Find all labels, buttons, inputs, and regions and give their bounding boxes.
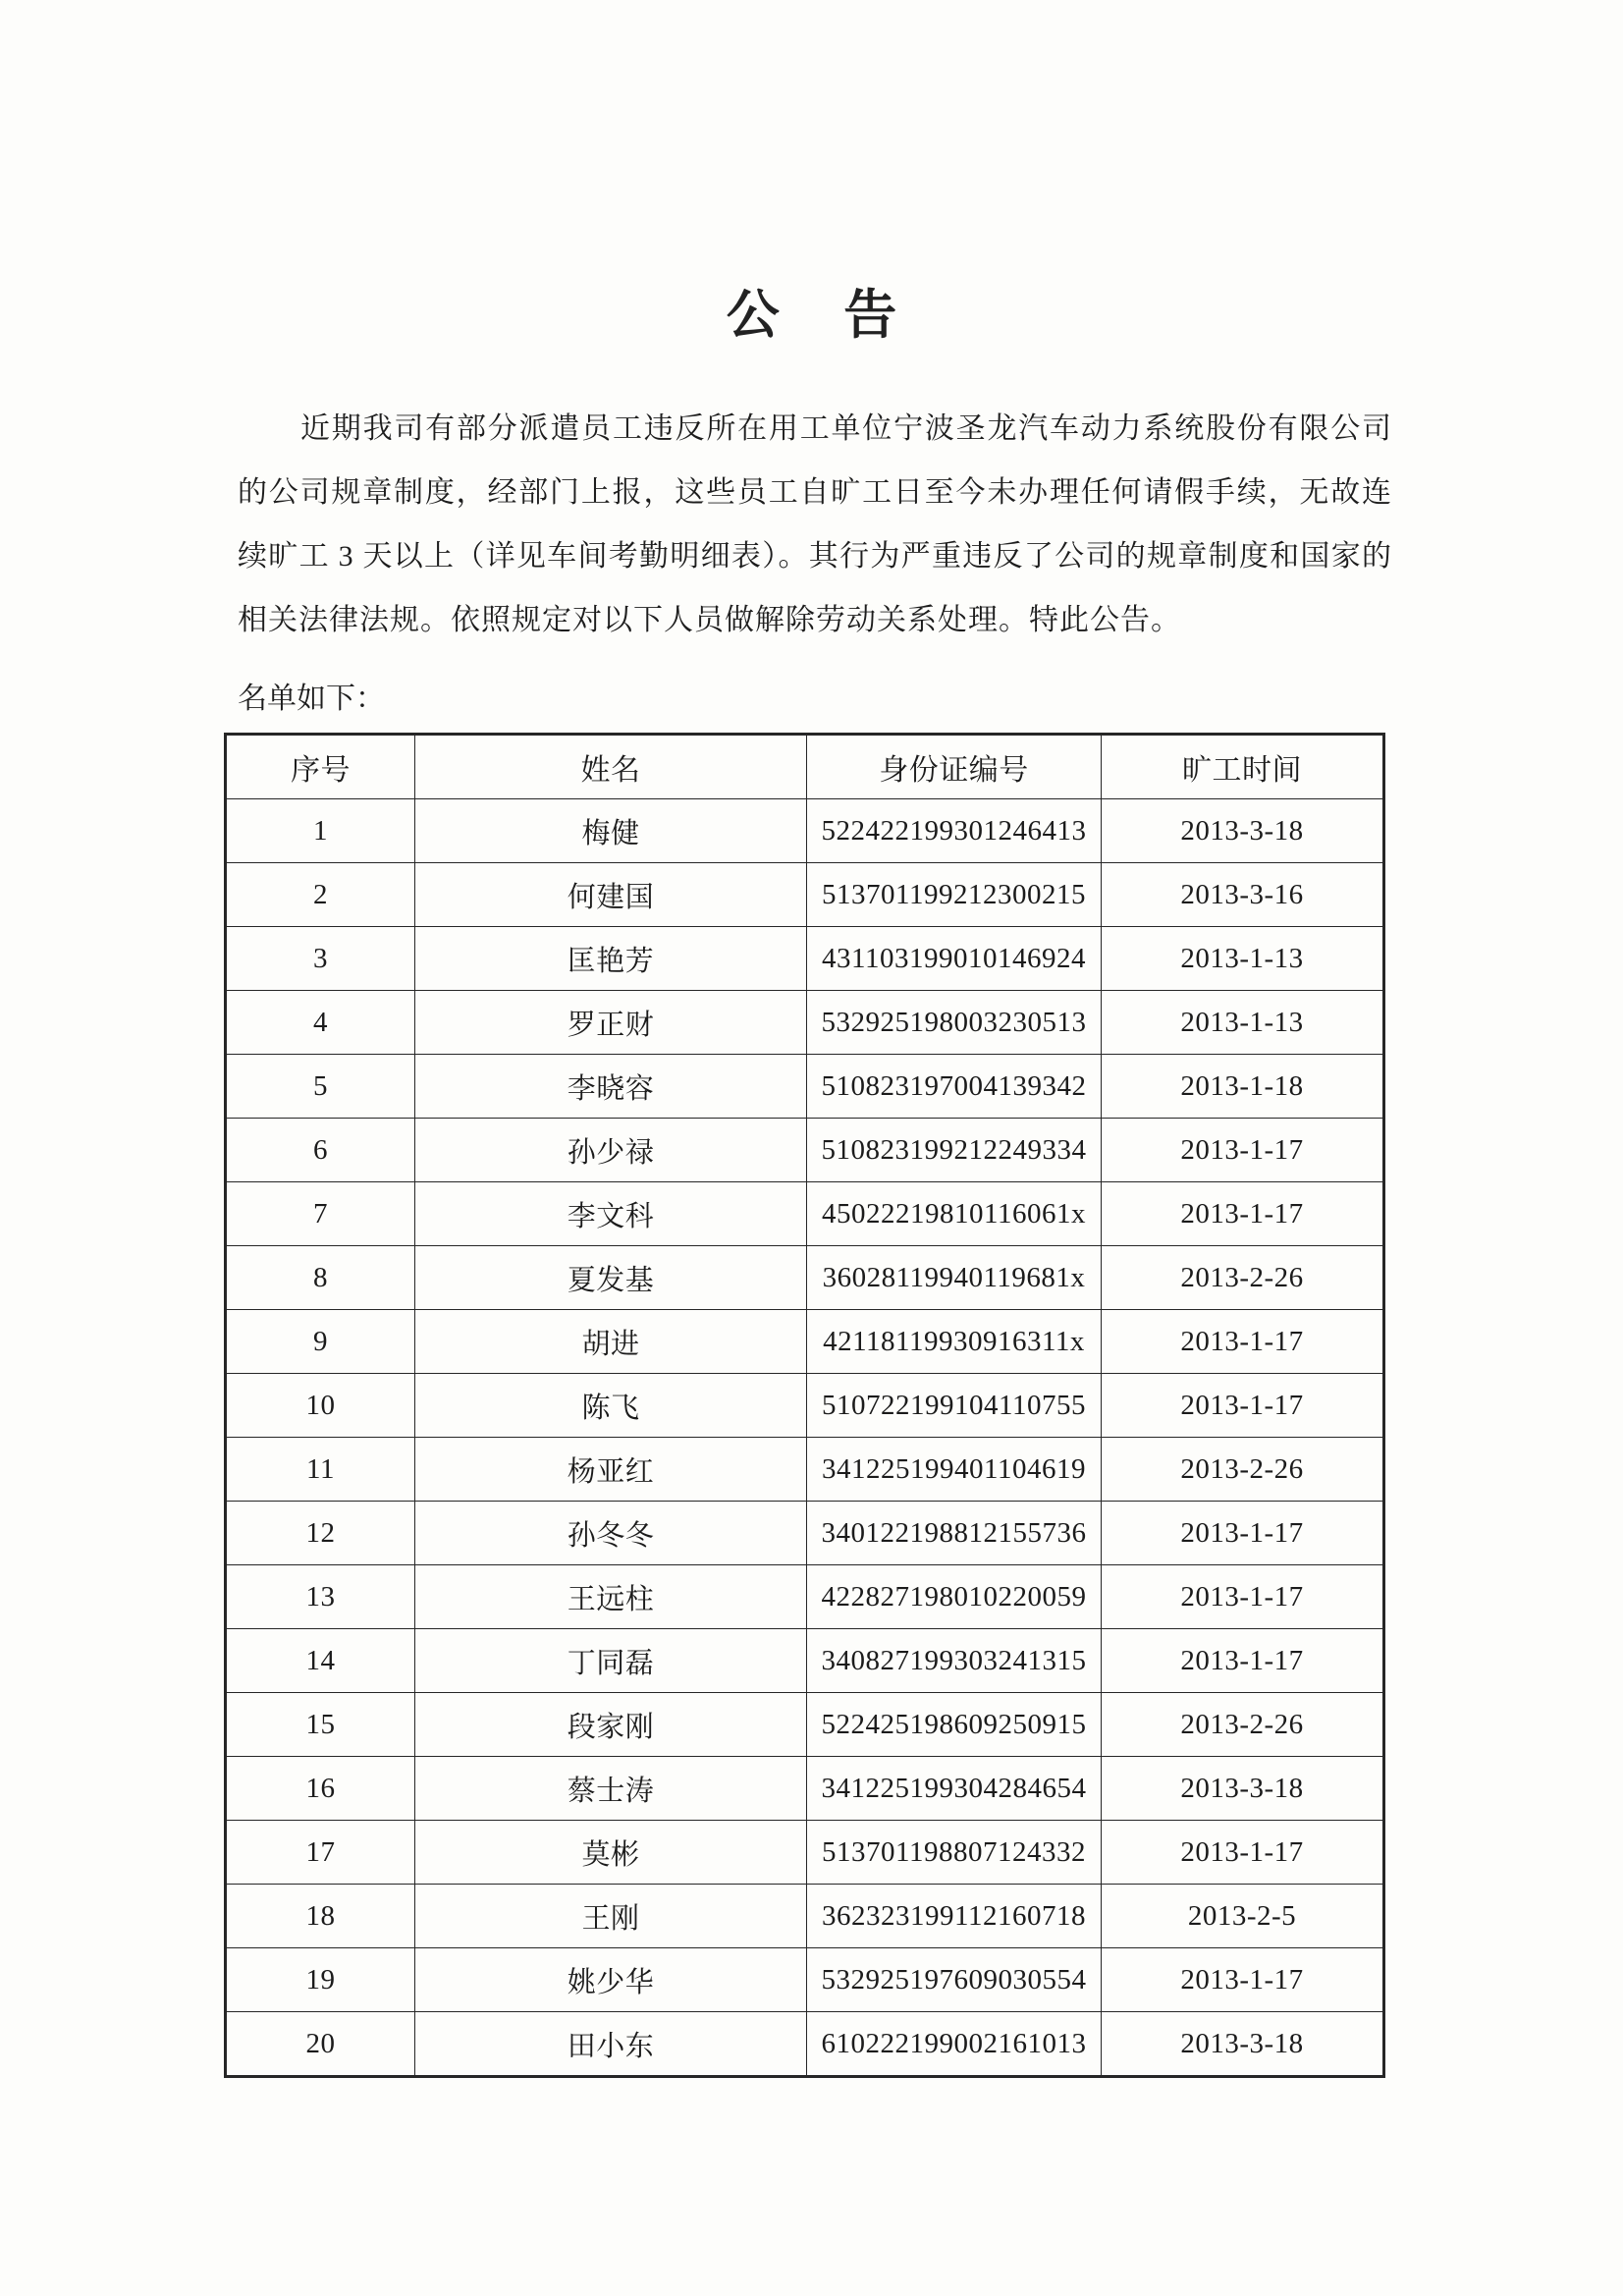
row-number-cell: 13 [226, 1565, 415, 1629]
table-header-row [226, 735, 1384, 799]
id-number-cell: 362323199112160718 [807, 1885, 1102, 1948]
absence-date-cell: 2013-3-16 [1102, 863, 1384, 927]
employee-name-cell: 陈飞 [415, 1374, 807, 1438]
table-row [226, 1885, 1384, 1948]
absence-date-cell: 2013-1-18 [1102, 1055, 1384, 1119]
id-number-cell: 42118119930916311x [807, 1310, 1102, 1374]
row-number-cell: 18 [226, 1885, 415, 1948]
employee-name-cell: 夏发基 [415, 1246, 807, 1310]
row-number-cell: 9 [226, 1310, 415, 1374]
absence-date-cell: 2013-2-26 [1102, 1693, 1384, 1757]
table-row [226, 1438, 1384, 1502]
table-row [226, 991, 1384, 1055]
id-number-cell: 510722199104110755 [807, 1374, 1102, 1438]
employee-name-cell: 何建国 [415, 863, 807, 927]
id-number-cell: 522425198609250915 [807, 1693, 1102, 1757]
table-row [226, 1310, 1384, 1374]
id-number-cell: 532925198003230513 [807, 991, 1102, 1055]
table-row [226, 1502, 1384, 1565]
row-number-cell: 4 [226, 991, 415, 1055]
row-number-cell: 3 [226, 927, 415, 991]
employee-name-cell: 匡艳芳 [415, 927, 807, 991]
table-row [226, 927, 1384, 991]
row-number-cell: 15 [226, 1693, 415, 1757]
id-number-cell: 36028119940119681x [807, 1246, 1102, 1310]
table-row [226, 1565, 1384, 1629]
employee-name-cell: 王远柱 [415, 1565, 807, 1629]
id-number-cell: 341225199401104619 [807, 1438, 1102, 1502]
employee-name-cell: 姚少华 [415, 1948, 807, 2012]
employee-name-cell: 段家刚 [415, 1693, 807, 1757]
page-title: 公 告 [726, 286, 923, 345]
dismissal-roster-table [224, 733, 1385, 2078]
id-number-cell: 532925197609030554 [807, 1948, 1102, 2012]
absence-date-cell: 2013-3-18 [1102, 2012, 1384, 2077]
employee-name-cell: 孙少禄 [415, 1119, 807, 1182]
absence-date-cell: 2013-1-17 [1102, 1948, 1384, 2012]
id-number-cell: 522422199301246413 [807, 799, 1102, 863]
employee-name-cell: 孙冬冬 [415, 1502, 807, 1565]
row-number-cell: 11 [226, 1438, 415, 1502]
row-number-cell: 17 [226, 1821, 415, 1885]
column-header-absence: 旷工时间 [1102, 735, 1384, 799]
row-number-cell: 5 [226, 1055, 415, 1119]
row-number-cell: 1 [226, 799, 415, 863]
id-number-cell: 510823199212249334 [807, 1119, 1102, 1182]
absence-date-cell: 2013-1-13 [1102, 991, 1384, 1055]
absence-date-cell: 2013-1-17 [1102, 1119, 1384, 1182]
list-intro-label: 名单如下： [238, 683, 385, 715]
row-number-cell: 12 [226, 1502, 415, 1565]
absence-date-cell: 2013-1-17 [1102, 1310, 1384, 1374]
table-row [226, 863, 1384, 927]
table-row [226, 1374, 1384, 1438]
row-number-cell: 19 [226, 1948, 415, 2012]
employee-name-cell: 罗正财 [415, 991, 807, 1055]
row-number-cell: 2 [226, 863, 415, 927]
absence-date-cell: 2013-1-17 [1102, 1629, 1384, 1693]
table-row [226, 1629, 1384, 1693]
employee-name-cell: 李文科 [415, 1182, 807, 1246]
employee-name-cell: 莫彬 [415, 1821, 807, 1885]
absence-date-cell: 2013-3-18 [1102, 799, 1384, 863]
absence-date-cell: 2013-1-17 [1102, 1502, 1384, 1565]
id-number-cell: 45022219810116061x [807, 1182, 1102, 1246]
table-row [226, 1246, 1384, 1310]
absence-date-cell: 2013-3-18 [1102, 1757, 1384, 1821]
table-row [226, 1757, 1384, 1821]
id-number-cell: 341225199304284654 [807, 1757, 1102, 1821]
employee-name-cell: 王刚 [415, 1885, 807, 1948]
id-number-cell: 510823197004139342 [807, 1055, 1102, 1119]
employee-name-cell: 田小东 [415, 2012, 807, 2077]
employee-name-cell: 丁同磊 [415, 1629, 807, 1693]
table-row [226, 1693, 1384, 1757]
table-row [226, 799, 1384, 863]
row-number-cell: 20 [226, 2012, 415, 2077]
id-number-cell: 513701198807124332 [807, 1821, 1102, 1885]
column-header-index: 序号 [226, 735, 415, 799]
employee-name-cell: 梅健 [415, 799, 807, 863]
employee-name-cell: 李晓容 [415, 1055, 807, 1119]
absence-date-cell: 2013-1-17 [1102, 1821, 1384, 1885]
table-row [226, 1821, 1384, 1885]
absence-date-cell: 2013-1-17 [1102, 1182, 1384, 1246]
row-number-cell: 7 [226, 1182, 415, 1246]
row-number-cell: 8 [226, 1246, 415, 1310]
absence-date-cell: 2013-1-13 [1102, 927, 1384, 991]
row-number-cell: 10 [226, 1374, 415, 1438]
table-row [226, 2012, 1384, 2077]
row-number-cell: 14 [226, 1629, 415, 1693]
row-number-cell: 16 [226, 1757, 415, 1821]
absence-date-cell: 2013-1-17 [1102, 1565, 1384, 1629]
id-number-cell: 431103199010146924 [807, 927, 1102, 991]
table-row [226, 1055, 1384, 1119]
absence-date-cell: 2013-2-26 [1102, 1438, 1384, 1502]
row-number-cell: 6 [226, 1119, 415, 1182]
absence-date-cell: 2013-2-26 [1102, 1246, 1384, 1310]
id-number-cell: 610222199002161013 [807, 2012, 1102, 2077]
id-number-cell: 340827199303241315 [807, 1629, 1102, 1693]
id-number-cell: 422827198010220059 [807, 1565, 1102, 1629]
id-number-cell: 340122198812155736 [807, 1502, 1102, 1565]
employee-name-cell: 杨亚红 [415, 1438, 807, 1502]
announcement-body: 近期我司有部分派遣员工违反所在用工单位宁波圣龙汽车动力系统股份有限公司的公司规章制度，经部门上报，这些员工自旷工日至今未办理任何请假手续，无故连续旷工 3 天以上（详见车间考勤明细表）。其行为严重违反了公司的规章制度和国家的相关法律法规。依照规定对以下人员做解除劳动关系处理。特此公告。 [238, 412, 1392, 636]
column-header-name: 姓名 [415, 735, 807, 799]
id-number-cell: 513701199212300215 [807, 863, 1102, 927]
table-row [226, 1182, 1384, 1246]
absence-date-cell: 2013-2-5 [1102, 1885, 1384, 1948]
employee-name-cell: 胡进 [415, 1310, 807, 1374]
table-row [226, 1948, 1384, 2012]
employee-name-cell: 蔡士涛 [415, 1757, 807, 1821]
column-header-id: 身份证编号 [807, 735, 1102, 799]
absence-date-cell: 2013-1-17 [1102, 1374, 1384, 1438]
table-row [226, 1119, 1384, 1182]
